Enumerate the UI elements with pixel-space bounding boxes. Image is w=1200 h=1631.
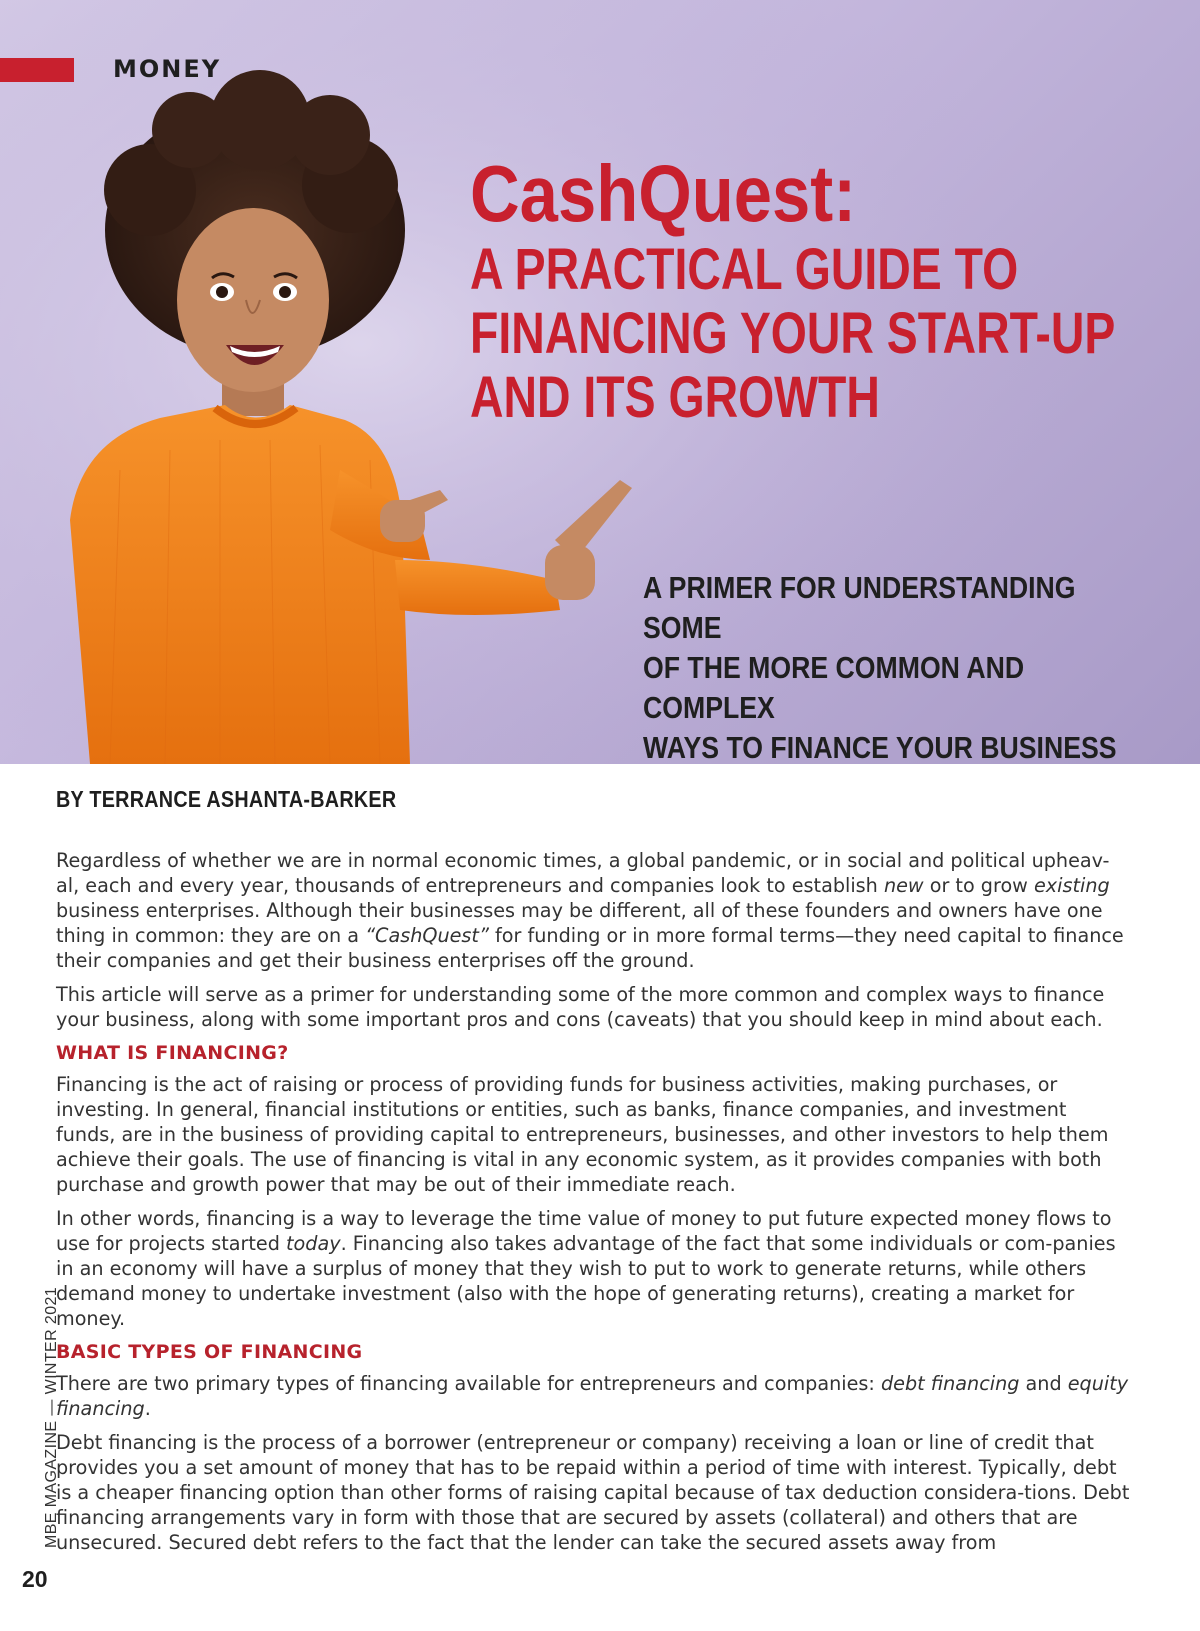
paragraph: In other words, financing is a way to leverage the time value of money to put future expected money flows to use for projects started today. Financing also takes advantage of the fact that some individuals or com-panies in an economy will have a surplus of money that they wish to put to work to generate returns, while others demand money to undertake investment (also with the hope of generating returns), creating a market for money. xyxy=(56,1207,1116,1330)
section-label: MONEY xyxy=(113,55,222,83)
paragraph: Financing is the act of raising or process of providing funds for business activities, making purchases, or investing. In general, financial institutions or entities, such as banks, finance companies, and investment funds, are in the business of providing capital to entrepreneurs, businesses, and other investors to help them achieve their goals. The use of financing is vital in any economic system, as it provides companies with both purchase and growth power that may be out of their immediate reach. xyxy=(56,1073,1109,1196)
section-heading: WHAT IS FINANCING? xyxy=(56,1042,289,1064)
deck-text: A PRIMER FOR UNDERSTANDING SOME OF THE MORE COMMON AND COMPLEX WAYS TO FINANCE YOUR BUSINESS xyxy=(643,570,1117,764)
paragraph: This article will serve as a primer for understanding some of the more common and complex ways to finance your business, along with some important pros and cons (caveats) that you should keep in mind about each. xyxy=(56,983,1105,1031)
paragraph: There are two primary types of financing available for entrepreneurs and companies: debt financing and equity financing. xyxy=(56,1372,1129,1420)
byline: BY TERRANCE ASHANTA-BARKER xyxy=(56,786,397,812)
magazine-credit: MBE MAGAZINE — WINTER 2021 xyxy=(43,1286,60,1548)
headline-title: CashQuest: xyxy=(470,149,857,238)
hero-banner xyxy=(0,0,1200,764)
section-color-bar xyxy=(0,58,74,82)
paragraph: Regardless of whether we are in normal economic times, a global pandemic, or in social and political upheav-al, each and every year, thousands of entrepreneurs and companies look to establish new or to grow existing business enterprises. Although their businesses may be different, all of these founders and owners have one thing in common: they are on a “CashQuest” for funding or in more formal terms—they need capital to finance their companies and get their business enterprises off the ground. xyxy=(56,849,1124,972)
page-number: 20 xyxy=(22,1566,48,1592)
paragraph: Debt financing is the process of a borrower (entrepreneur or company) receiving a loan or line of credit that provides you a set amount of money that has to be repaid within a period of time with interest. Typically, debt is a cheaper financing option than other forms of raising capital because of tax deduction considera-tions. Debt financing arrangements vary in form with those that are secured by assets (collateral) and others that are unsecured. Secured debt refers to the fact that the lender can take the secured assets away from xyxy=(56,1431,1130,1554)
headline xyxy=(470,150,1170,430)
section-heading: BASIC TYPES OF FINANCING xyxy=(56,1341,363,1363)
headline-subtitle: A PRACTICAL GUIDE TO FINANCING YOUR START-UP AND ITS GROWTH xyxy=(470,237,1116,430)
article-body xyxy=(56,848,1131,1564)
